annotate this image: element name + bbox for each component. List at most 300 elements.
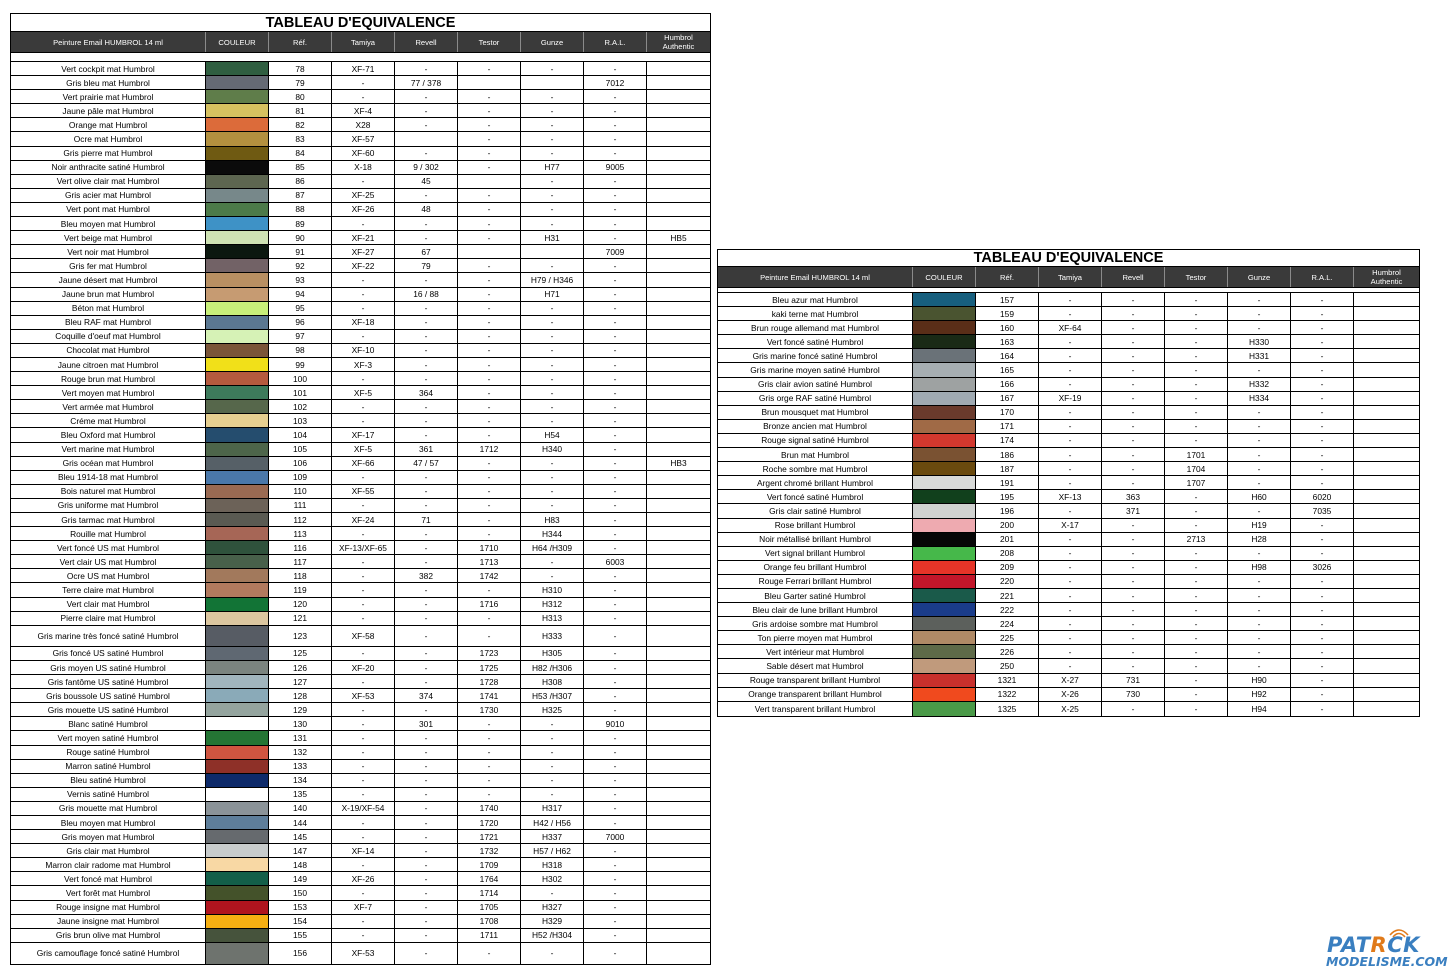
gunze-cell: - (1228, 321, 1291, 334)
tamiya-cell: XF-60 (332, 147, 395, 160)
testor-cell: - (1165, 617, 1228, 630)
ref-cell: 93 (269, 273, 332, 286)
revell-cell: 363 (1102, 490, 1165, 503)
paint-name: Rouge insigne mat Humbrol (11, 901, 206, 914)
color-swatch (206, 555, 269, 568)
color-swatch (913, 674, 976, 687)
ral-cell: - (1291, 335, 1354, 348)
revell-cell: - (395, 485, 458, 498)
ref-cell: 166 (976, 378, 1039, 391)
paint-name: Jaune insigne mat Humbrol (11, 915, 206, 928)
ral-cell: - (584, 400, 647, 413)
paint-name: Orange transparent brillant Humbrol (718, 688, 913, 701)
testor-cell: 1716 (458, 598, 521, 611)
humbrol-authentic-cell (647, 358, 710, 371)
ral-cell: - (584, 746, 647, 759)
revell-cell: - (395, 90, 458, 103)
color-swatch (206, 774, 269, 787)
testor-cell: - (458, 104, 521, 117)
revell-cell: - (1102, 659, 1165, 672)
table-row (11, 471, 710, 485)
ral-cell: - (584, 273, 647, 286)
revell-cell: 45 (395, 175, 458, 188)
paint-name: Brun mousquet mat Humbrol (718, 406, 913, 419)
color-swatch (206, 760, 269, 773)
humbrol-authentic-cell (1354, 378, 1419, 391)
ral-cell: - (584, 872, 647, 885)
testor-cell: - (458, 118, 521, 131)
revell-cell: - (395, 844, 458, 857)
testor-cell: - (458, 774, 521, 787)
ral-cell: - (584, 886, 647, 899)
revell-cell: - (395, 943, 458, 964)
revell-cell: - (395, 499, 458, 512)
gunze-cell: - (521, 788, 584, 801)
revell-cell: - (395, 583, 458, 596)
gunze-cell: - (1228, 293, 1291, 306)
humbrol-authentic-cell (1354, 519, 1419, 532)
humbrol-authentic-cell (1354, 533, 1419, 546)
tamiya-cell: - (1039, 335, 1102, 348)
paint-name: Noir anthracite satiné Humbrol (11, 161, 206, 174)
paint-name: Créme mat Humbrol (11, 414, 206, 427)
table-row (718, 406, 1419, 420)
gunze-cell: H317 (521, 802, 584, 815)
gunze-cell: - (521, 774, 584, 787)
revell-cell: - (1102, 702, 1165, 716)
color-swatch (913, 617, 976, 630)
revell-cell: - (1102, 631, 1165, 644)
table-row (11, 929, 710, 943)
table-row (11, 886, 710, 900)
gunze-cell: - (521, 90, 584, 103)
tamiya-cell: XF-5 (332, 443, 395, 456)
ref-cell: 127 (269, 675, 332, 688)
table-row (718, 688, 1419, 702)
gunze-cell: - (1228, 645, 1291, 658)
tamiya-cell: - (332, 886, 395, 899)
color-swatch (206, 675, 269, 688)
table-row (718, 589, 1419, 603)
table-body (718, 293, 1419, 716)
testor-cell: - (1165, 378, 1228, 391)
ref-cell: 135 (269, 788, 332, 801)
humbrol-authentic-cell (647, 302, 710, 315)
testor-cell: - (458, 273, 521, 286)
paint-name: Brun rouge allemand mat Humbrol (718, 321, 913, 334)
humbrol-authentic-cell (647, 62, 710, 75)
table-row (11, 62, 710, 76)
ref-cell: 110 (269, 485, 332, 498)
testor-cell: - (458, 259, 521, 272)
gunze-cell: - (521, 400, 584, 413)
paint-name: Bleu moyen mat Humbrol (11, 217, 206, 230)
revell-cell: - (1102, 392, 1165, 405)
color-swatch (913, 490, 976, 503)
ral-cell: - (584, 132, 647, 145)
header-revell: Revell (395, 32, 458, 52)
testor-cell: - (1165, 674, 1228, 687)
gunze-cell: H334 (1228, 392, 1291, 405)
testor-cell: 1707 (1165, 476, 1228, 489)
paint-name: Vert cockpit mat Humbrol (11, 62, 206, 75)
color-swatch (206, 689, 269, 702)
humbrol-authentic-cell (647, 872, 710, 885)
color-swatch (206, 90, 269, 103)
gunze-cell: H42 / H56 (521, 816, 584, 829)
ral-cell: 7035 (1291, 504, 1354, 517)
ral-cell: - (584, 802, 647, 815)
testor-cell: - (1165, 659, 1228, 672)
paint-name: Gris moyen US satiné Humbrol (11, 661, 206, 674)
color-swatch (206, 400, 269, 413)
header-color: COULEUR (913, 267, 976, 287)
humbrol-authentic-cell (1354, 702, 1419, 716)
humbrol-authentic-cell (647, 816, 710, 829)
tamiya-cell: XF-57 (332, 132, 395, 145)
color-swatch (206, 661, 269, 674)
ref-cell: 191 (976, 476, 1039, 489)
ral-cell: - (584, 675, 647, 688)
testor-cell: - (458, 161, 521, 174)
header-ral: R.A.L. (1291, 267, 1354, 287)
table-row (11, 245, 710, 259)
testor-cell: - (1165, 547, 1228, 560)
gunze-cell: - (521, 457, 584, 470)
paint-name: Gris acier mat Humbrol (11, 189, 206, 202)
ref-cell: 125 (269, 647, 332, 660)
site-logo (1323, 933, 1448, 970)
ref-cell: 123 (269, 626, 332, 646)
tamiya-cell: - (1039, 603, 1102, 616)
testor-cell (458, 76, 521, 89)
table-row (11, 802, 710, 816)
table-row (11, 330, 710, 344)
table-row (11, 513, 710, 527)
revell-cell: 67 (395, 245, 458, 258)
gunze-cell: H94 (1228, 702, 1291, 716)
tamiya-cell: - (1039, 476, 1102, 489)
paint-name: Vert moyen satiné Humbrol (11, 731, 206, 744)
color-swatch (913, 434, 976, 447)
paint-name: Vernis satiné Humbrol (11, 788, 206, 801)
table-row (718, 476, 1419, 490)
table-row (718, 504, 1419, 518)
gunze-cell: H330 (1228, 335, 1291, 348)
gunze-cell: H340 (521, 443, 584, 456)
revell-cell: - (395, 372, 458, 385)
ral-cell: - (584, 760, 647, 773)
testor-cell: - (458, 386, 521, 399)
color-swatch (913, 448, 976, 461)
ral-cell: - (584, 689, 647, 702)
humbrol-authentic-cell (647, 858, 710, 871)
gunze-cell: - (521, 147, 584, 160)
table-row (11, 147, 710, 161)
ral-cell: - (584, 189, 647, 202)
header-humbrol-authentic: Humbrol Authentic (1370, 268, 1403, 286)
table-row (11, 104, 710, 118)
ref-cell: 99 (269, 358, 332, 371)
humbrol-authentic-cell (647, 217, 710, 230)
tamiya-cell: XF-53 (332, 689, 395, 702)
table-row (11, 872, 710, 886)
table-row (718, 547, 1419, 561)
revell-cell: - (1102, 519, 1165, 532)
gunze-cell: - (1228, 420, 1291, 433)
tamiya-cell: - (332, 583, 395, 596)
equivalence-table-right (717, 249, 1420, 717)
testor-cell: 1720 (458, 816, 521, 829)
gunze-cell: - (521, 118, 584, 131)
testor-cell: 1704 (1165, 462, 1228, 475)
color-swatch (913, 603, 976, 616)
revell-cell: - (1102, 293, 1165, 306)
revell-cell: - (395, 344, 458, 357)
color-swatch (206, 457, 269, 470)
paint-name: Gris pierre mat Humbrol (11, 147, 206, 160)
color-swatch (206, 330, 269, 343)
header-separator (11, 52, 710, 62)
color-swatch (206, 703, 269, 716)
table-row (11, 788, 710, 802)
paint-name: Gris marine foncé satiné Humbrol (718, 349, 913, 362)
ref-cell: 128 (269, 689, 332, 702)
table-row (11, 830, 710, 844)
paint-name: Pierre claire mat Humbrol (11, 612, 206, 625)
gunze-cell: H31 (521, 231, 584, 244)
tamiya-cell: XF-53 (332, 943, 395, 964)
logo-text-accent: R (1370, 933, 1388, 957)
ral-cell: - (1291, 378, 1354, 391)
ral-cell: - (1291, 363, 1354, 376)
revell-cell: 16 / 88 (395, 288, 458, 301)
color-swatch (206, 647, 269, 660)
tamiya-cell: - (1039, 589, 1102, 602)
paint-name: Vert foncé satiné Humbrol (718, 490, 913, 503)
ref-cell: 222 (976, 603, 1039, 616)
ref-cell: 164 (976, 349, 1039, 362)
color-swatch (206, 316, 269, 329)
tamiya-cell: - (1039, 293, 1102, 306)
table-row (11, 858, 710, 872)
header-gunze: Gunze (521, 32, 584, 52)
humbrol-authentic-cell (1354, 307, 1419, 320)
color-swatch (206, 104, 269, 117)
testor-cell: - (1165, 335, 1228, 348)
gunze-cell: H310 (521, 583, 584, 596)
ref-cell: 195 (976, 490, 1039, 503)
color-swatch (206, 414, 269, 427)
table-row (718, 462, 1419, 476)
humbrol-authentic-cell (647, 844, 710, 857)
color-swatch (206, 569, 269, 582)
tamiya-cell: - (332, 288, 395, 301)
revell-cell: - (395, 626, 458, 646)
gunze-cell: - (521, 471, 584, 484)
gunze-cell: - (1228, 476, 1291, 489)
paint-name: Ocre mat Humbrol (11, 132, 206, 145)
ref-cell: 80 (269, 90, 332, 103)
paint-name: Vert marine mat Humbrol (11, 443, 206, 456)
table-row (718, 293, 1419, 307)
ral-cell: - (584, 203, 647, 216)
table-header (718, 267, 1419, 287)
ral-cell: - (1291, 406, 1354, 419)
gunze-cell: - (521, 717, 584, 730)
humbrol-authentic-cell (647, 598, 710, 611)
ref-cell: 1322 (976, 688, 1039, 701)
color-swatch (913, 547, 976, 560)
paint-name: Gris fer mat Humbrol (11, 259, 206, 272)
paint-name: Marron clair radome mat Humbrol (11, 858, 206, 871)
paint-name: Jaune citroen mat Humbrol (11, 358, 206, 371)
table-row (718, 561, 1419, 575)
gunze-cell: H54 (521, 428, 584, 441)
testor-cell: - (1165, 434, 1228, 447)
revell-cell: - (1102, 462, 1165, 475)
ref-cell: 92 (269, 259, 332, 272)
testor-cell: - (458, 626, 521, 646)
humbrol-authentic-cell (647, 541, 710, 554)
gunze-cell: - (521, 62, 584, 75)
paint-name: Bleu moyen mat Humbrol (11, 816, 206, 829)
ral-cell: - (584, 626, 647, 646)
humbrol-authentic-cell (1354, 561, 1419, 574)
paint-name: Gris orge RAF satiné Humbrol (718, 392, 913, 405)
color-swatch (206, 830, 269, 843)
tamiya-cell: - (332, 647, 395, 660)
gunze-cell (521, 76, 584, 89)
ref-cell: 86 (269, 175, 332, 188)
color-swatch (206, 344, 269, 357)
gunze-cell: - (1228, 462, 1291, 475)
humbrol-authentic-cell (647, 929, 710, 942)
table-row (11, 598, 710, 612)
revell-cell: - (395, 302, 458, 315)
ref-cell: 120 (269, 598, 332, 611)
color-swatch (206, 583, 269, 596)
ref-cell: 145 (269, 830, 332, 843)
ref-cell: 109 (269, 471, 332, 484)
ral-cell: - (1291, 547, 1354, 560)
ref-cell: 106 (269, 457, 332, 470)
humbrol-authentic-cell (1354, 631, 1419, 644)
gunze-cell: H327 (521, 901, 584, 914)
table-row (11, 689, 710, 703)
tamiya-cell: XF-64 (1039, 321, 1102, 334)
ref-cell: 200 (976, 519, 1039, 532)
color-swatch (913, 561, 976, 574)
gunze-cell: - (1228, 575, 1291, 588)
testor-cell: - (458, 471, 521, 484)
tamiya-cell: - (1039, 617, 1102, 630)
tamiya-cell: XF-71 (332, 62, 395, 75)
color-swatch (913, 420, 976, 433)
tamiya-cell: - (332, 527, 395, 540)
gunze-cell: H325 (521, 703, 584, 716)
ref-cell: 171 (976, 420, 1039, 433)
tamiya-cell: XF-24 (332, 513, 395, 526)
tamiya-cell: XF-19 (1039, 392, 1102, 405)
humbrol-authentic-cell (647, 189, 710, 202)
revell-cell: - (395, 527, 458, 540)
revell-cell: - (395, 273, 458, 286)
paint-name: Orange mat Humbrol (11, 118, 206, 131)
gunze-cell: H318 (521, 858, 584, 871)
testor-cell: - (458, 513, 521, 526)
revell-cell: - (1102, 378, 1165, 391)
humbrol-authentic-cell (647, 330, 710, 343)
ref-cell: 250 (976, 659, 1039, 672)
tamiya-cell: XF-26 (332, 203, 395, 216)
humbrol-authentic-cell (647, 414, 710, 427)
revell-cell: - (1102, 307, 1165, 320)
humbrol-authentic-cell (647, 647, 710, 660)
humbrol-authentic-cell (647, 569, 710, 582)
table-row (11, 746, 710, 760)
tamiya-cell: - (1039, 349, 1102, 362)
ref-cell: 118 (269, 569, 332, 582)
ref-cell: 170 (976, 406, 1039, 419)
tamiya-cell: - (332, 76, 395, 89)
ral-cell: - (584, 499, 647, 512)
paint-name: Vert clair US mat Humbrol (11, 555, 206, 568)
testor-cell: - (1165, 575, 1228, 588)
ref-cell: 87 (269, 189, 332, 202)
ral-cell: - (584, 302, 647, 315)
logo-subtitle: MODELISME.COM (1326, 954, 1448, 969)
humbrol-authentic-cell (647, 203, 710, 216)
color-swatch (206, 626, 269, 646)
color-swatch (206, 788, 269, 801)
paint-name: Marron satiné Humbrol (11, 760, 206, 773)
tamiya-cell: - (332, 760, 395, 773)
humbrol-authentic-cell (647, 485, 710, 498)
testor-cell: - (458, 330, 521, 343)
testor-cell (458, 245, 521, 258)
table-row (11, 661, 710, 675)
color-swatch (206, 858, 269, 871)
ref-cell: 159 (976, 307, 1039, 320)
ref-cell: 105 (269, 443, 332, 456)
humbrol-authentic-cell (1354, 420, 1419, 433)
ref-cell: 84 (269, 147, 332, 160)
testor-cell: 1708 (458, 915, 521, 928)
color-swatch (206, 302, 269, 315)
gunze-cell: - (1228, 307, 1291, 320)
ral-cell: - (584, 943, 647, 964)
ral-cell: - (584, 428, 647, 441)
humbrol-authentic-cell (647, 273, 710, 286)
gunze-cell: H77 (521, 161, 584, 174)
ral-cell: - (1291, 617, 1354, 630)
color-swatch (206, 541, 269, 554)
paint-name: Gris ardoise sombre mat Humbrol (718, 617, 913, 630)
table-row (11, 760, 710, 774)
color-swatch (206, 132, 269, 145)
ral-cell: - (584, 598, 647, 611)
ref-cell: 148 (269, 858, 332, 871)
table-row (718, 490, 1419, 504)
gunze-cell: H82 /H306 (521, 661, 584, 674)
table-row (11, 583, 710, 597)
gunze-cell: H329 (521, 915, 584, 928)
table-row (718, 335, 1419, 349)
testor-cell: - (1165, 293, 1228, 306)
ral-cell: - (584, 457, 647, 470)
testor-cell: - (1165, 363, 1228, 376)
